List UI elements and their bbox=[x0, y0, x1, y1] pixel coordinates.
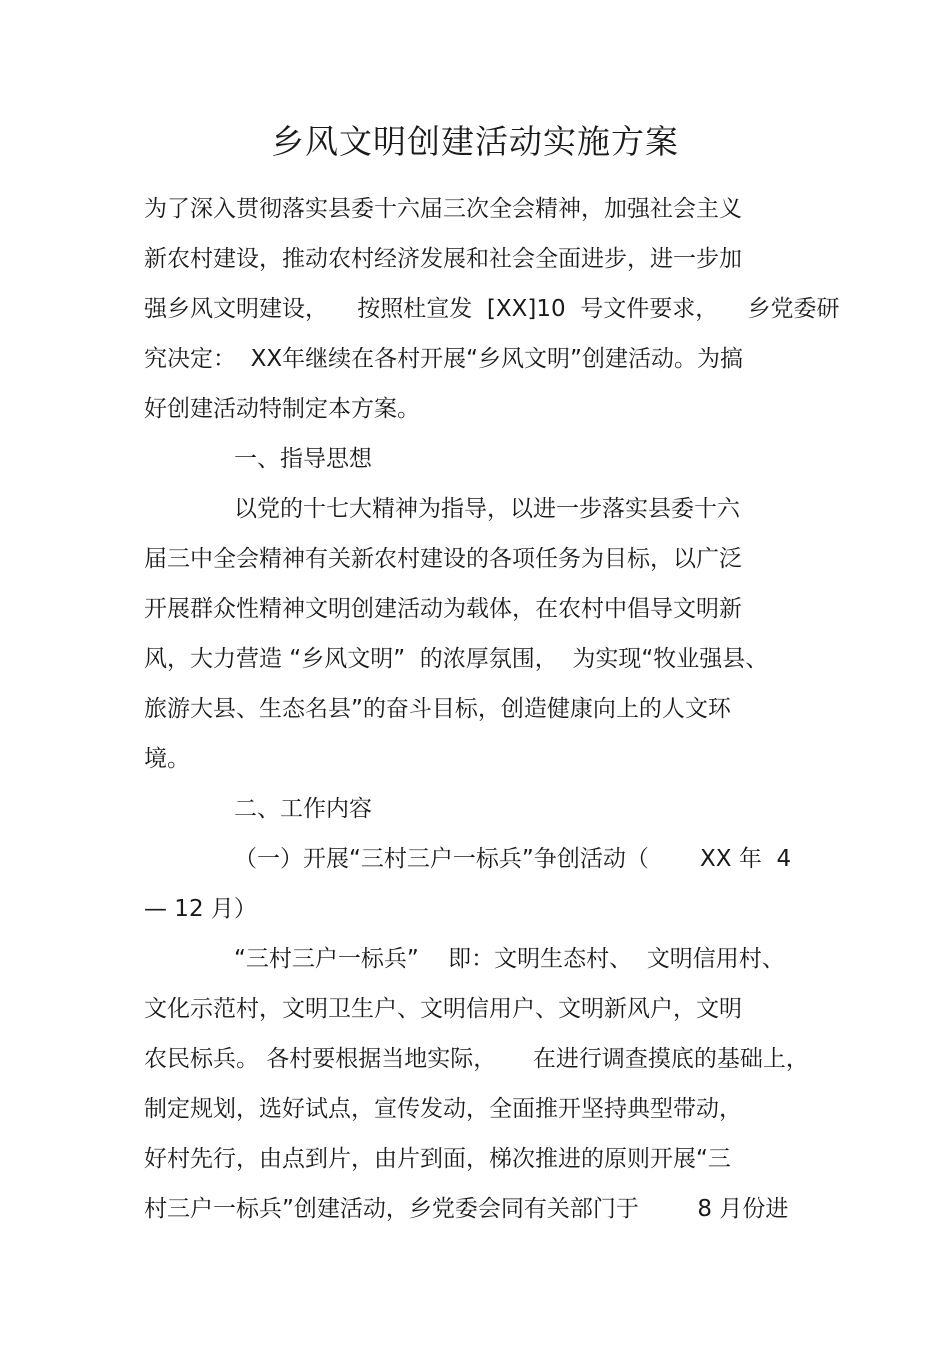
body-line: 一、指导思想 bbox=[234, 446, 372, 472]
body-line: 二、工作内容 bbox=[234, 796, 372, 822]
body-line: 风，大力营造 “乡风文明” 的浓厚氛围， 为实现“牧业强县、 bbox=[144, 646, 769, 672]
body-line: （一）开展“三村三户一标兵”争创活动（ XX 年 4 bbox=[234, 846, 792, 872]
body-line: 旅游大县、生态名县”的奋斗目标，创造健康向上的人文环 bbox=[144, 696, 731, 722]
body-line: 以党的十七大精神为指导，以进一步落实县委十六 bbox=[234, 496, 740, 522]
body-line: 新农村建设，推动农村经济发展和社会全面进步，进一步加 bbox=[144, 246, 742, 272]
body-line: 开展群众性精神文明创建活动为载体，在农村中倡导文明新 bbox=[144, 596, 742, 622]
document-title: 乡风文明创建活动实施方案 bbox=[271, 122, 679, 161]
body-line: “三村三户一标兵” 即：文明生态村、 文明信用村、 bbox=[234, 946, 785, 972]
body-line: 制定规划，选好试点，宣传发动，全面推开坚持典型带动， bbox=[144, 1096, 742, 1122]
body-line: — 12 月） bbox=[144, 896, 257, 922]
body-line: 强乡风文明建设， 按照杜宣发 [XX]10 号文件要求， 乡党委研 bbox=[144, 296, 840, 322]
body-line: 文化示范村，文明卫生户、文明信用户、文明新风户，文明 bbox=[144, 996, 742, 1022]
body-line: 好创建活动特制定本方案。 bbox=[144, 396, 420, 422]
body-line: 农民标兵。 各村要根据当地实际， 在进行调查摸底的基础上， bbox=[144, 1046, 809, 1072]
body-line: 境。 bbox=[144, 746, 190, 772]
body-line: 究决定： XX年继续在各村开展“乡风文明”创建活动。为搞 bbox=[144, 346, 743, 372]
body-line: 好村先行，由点到片，由片到面，梯次推进的原则开展“三 bbox=[144, 1146, 731, 1172]
document-body bbox=[144, 184, 840, 1234]
body-line: 届三中全会精神有关新农村建设的各项任务为目标，以广泛 bbox=[144, 546, 742, 572]
body-line: 为了深入贯彻落实县委十六届三次全会精神，加强社会主义 bbox=[144, 196, 742, 222]
body-line: 村三户一标兵”创建活动，乡党委会同有关部门于 8 月份进 bbox=[144, 1196, 789, 1222]
